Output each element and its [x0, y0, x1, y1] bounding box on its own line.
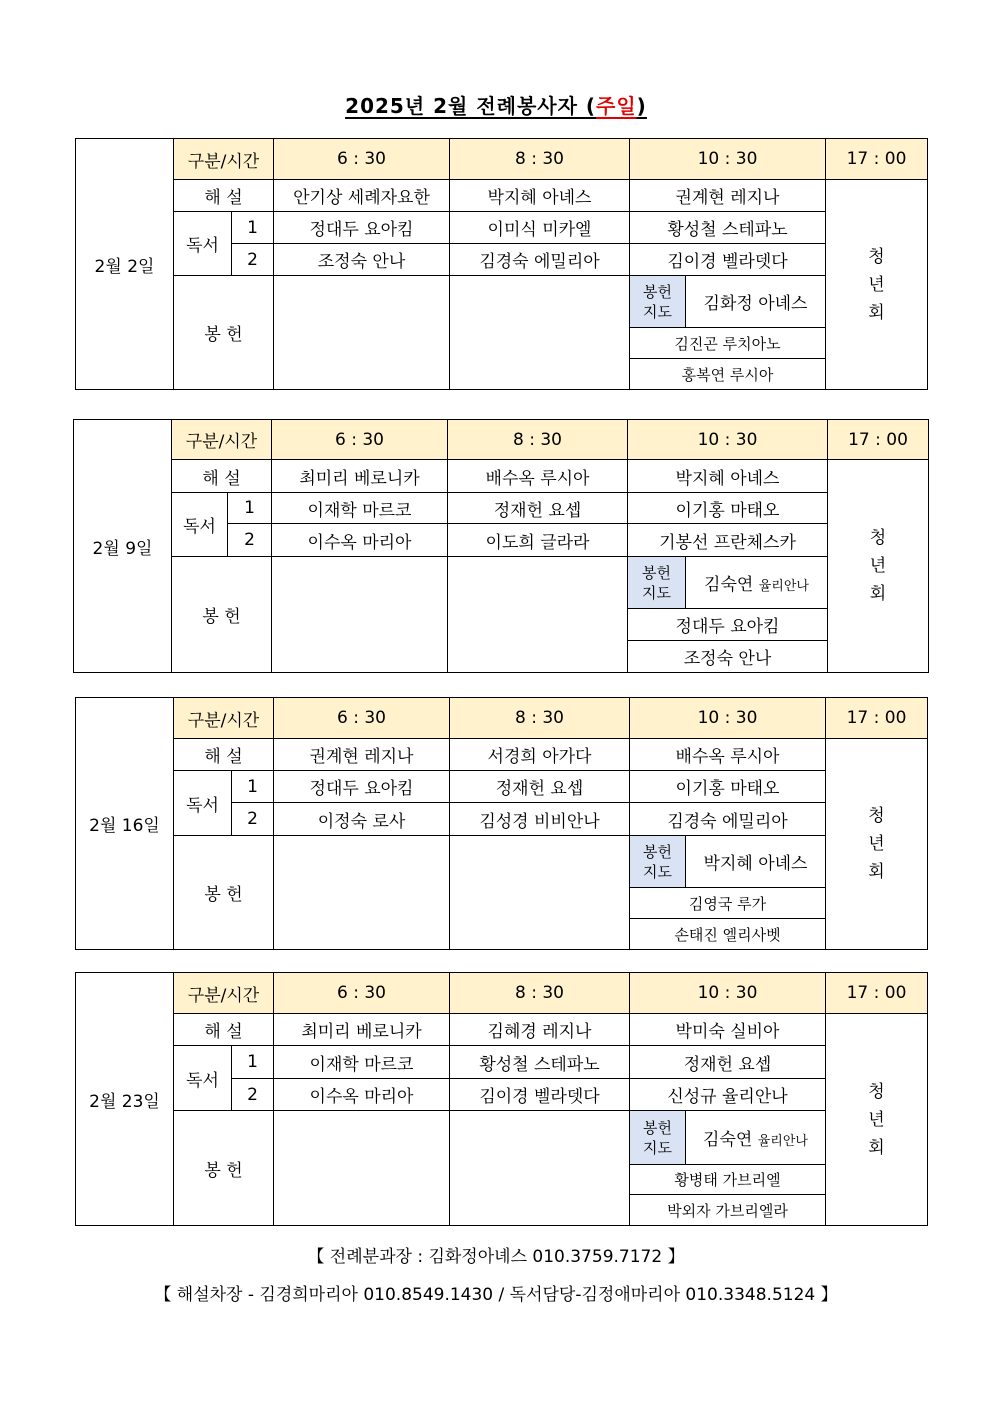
time-header: 6 : 30: [274, 973, 450, 1014]
reading-cell: 정재헌 요셉: [448, 493, 628, 524]
commentary-cell: 박지혜 아녜스: [450, 180, 630, 212]
offering-empty-cell: [272, 557, 448, 673]
commentary-cell: 서경희 아가다: [450, 739, 630, 771]
time-header: 8 : 30: [450, 973, 630, 1014]
commentary-cell: 박지혜 아녜스: [628, 460, 828, 493]
offering-cell: 홍복연 루시아: [630, 359, 826, 390]
reading-label: 독서: [174, 771, 232, 836]
commentary-label: 해 설: [174, 739, 274, 771]
category-time-header: 구분/시간: [174, 973, 274, 1014]
time-header: 17 : 00: [826, 139, 928, 180]
reading-number: 1: [228, 493, 272, 524]
reading-cell: 신성규 율리안나: [630, 1079, 826, 1111]
youth-group-cell: 청 년 회: [826, 1014, 928, 1226]
schedule-table-week1: [75, 138, 928, 390]
time-header: 10 : 30: [630, 698, 826, 739]
reading-cell: 정재헌 요셉: [630, 1046, 826, 1079]
offering-empty-cell: [274, 836, 450, 950]
reading-number: 2: [232, 1079, 274, 1111]
time-header: 6 : 30: [274, 139, 450, 180]
time-header: 6 : 30: [274, 698, 450, 739]
reading-cell: 이재학 마르코: [274, 1046, 450, 1079]
schedule-table-week2: [73, 419, 929, 673]
reading-number: 1: [232, 212, 274, 244]
youth-group-cell: 청 년 회: [828, 460, 929, 673]
reading-cell: 황성철 스테파노: [450, 1046, 630, 1079]
time-header: 8 : 30: [450, 698, 630, 739]
reading-label: 독서: [174, 212, 232, 276]
offering-label: 봉 헌: [172, 557, 272, 673]
reading-cell: 이미식 미카엘: [450, 212, 630, 244]
time-header: 10 : 30: [628, 420, 828, 460]
youth-group-cell: 청 년 회: [826, 180, 928, 390]
commentary-cell: 박미숙 실비아: [630, 1014, 826, 1046]
offering-cell: 김진곤 루치아노: [630, 328, 826, 359]
reading-cell: 이정숙 로사: [274, 803, 450, 836]
commentary-cell: 배수옥 루시아: [630, 739, 826, 771]
reading-cell: 이수옥 마리아: [272, 524, 448, 557]
offering-empty-cell: [448, 557, 628, 673]
time-header: 8 : 30: [450, 139, 630, 180]
offering-guide-label: 봉헌 지도: [628, 557, 686, 609]
commentary-label: 해 설: [172, 460, 272, 493]
reading-cell: 정재헌 요셉: [450, 771, 630, 803]
youth-group-cell: 청 년 회: [826, 739, 928, 950]
reading-cell: 김이경 벨라뎃다: [630, 244, 826, 276]
reading-cell: 기봉선 프란체스카: [628, 524, 828, 557]
reading-cell: 김이경 벨라뎃다: [450, 1079, 630, 1111]
offering-cell: 박외자 가브리엘라: [630, 1195, 826, 1226]
offering-label: 봉 헌: [174, 1111, 274, 1226]
commentary-cell: 안기상 세례자요한: [274, 180, 450, 212]
commentary-cell: 최미리 베로니카: [274, 1014, 450, 1046]
time-header: 17 : 00: [828, 420, 929, 460]
reading-cell: 정대두 요아킴: [274, 212, 450, 244]
footer-contacts: 【 해설차장 - 김경희마리아 010.8549.1430 / 독서담당-김정애마리아 010.3348.5124 】: [154, 1285, 838, 1305]
offering-cell: 황병태 가브리엘: [630, 1165, 826, 1195]
time-header: 10 : 30: [630, 973, 826, 1014]
date-cell: 2월 2일: [76, 139, 174, 390]
time-header: 17 : 00: [826, 973, 928, 1014]
offering-guide-name: 박지혜 아녜스: [686, 836, 826, 888]
commentary-label: 해 설: [174, 180, 274, 212]
category-time-header: 구분/시간: [172, 420, 272, 460]
reading-number: 2: [228, 524, 272, 557]
reading-cell: 이수옥 마리아: [274, 1079, 450, 1111]
offering-guide-label: 봉헌 지도: [630, 836, 686, 888]
reading-number: 1: [232, 771, 274, 803]
offering-empty-cell: [450, 836, 630, 950]
time-header: 8 : 30: [448, 420, 628, 460]
reading-cell: 이재학 마르코: [272, 493, 448, 524]
reading-cell: 김경숙 에밀리아: [630, 803, 826, 836]
offering-cell: 김영국 루가: [630, 888, 826, 919]
commentary-cell: 최미리 베로니카: [272, 460, 448, 493]
reading-cell: 김성경 비비안나: [450, 803, 630, 836]
offering-guide-name: 김숙연 율리안나: [686, 1111, 826, 1165]
offering-guide-name: 김화정 아녜스: [686, 276, 826, 328]
offering-cell: 조정숙 안나: [628, 641, 828, 673]
offering-label: 봉 헌: [174, 276, 274, 390]
commentary-cell: 권계현 레지나: [274, 739, 450, 771]
schedule-table-week3: [75, 697, 928, 950]
date-cell: 2월 16일: [76, 698, 174, 950]
reading-label: 독서: [174, 1046, 232, 1111]
commentary-cell: 권계현 레지나: [630, 180, 826, 212]
offering-empty-cell: [450, 276, 630, 390]
time-header: 6 : 30: [272, 420, 448, 460]
reading-cell: 정대두 요아킴: [274, 771, 450, 803]
time-header: 17 : 00: [826, 698, 928, 739]
reading-cell: 김경숙 에밀리아: [450, 244, 630, 276]
date-cell: 2월 9일: [74, 420, 172, 673]
footer-chair-contact: 【 전례분과장 : 김화정아녜스 010.3759.7172 】: [307, 1247, 685, 1267]
reading-cell: 이기홍 마태오: [628, 493, 828, 524]
reading-cell: 조정숙 안나: [274, 244, 450, 276]
schedule-table-week4: [75, 972, 928, 1226]
offering-cell: 정대두 요아킴: [628, 609, 828, 641]
offering-empty-cell: [450, 1111, 630, 1226]
offering-empty-cell: [274, 276, 450, 390]
commentary-label: 해 설: [174, 1014, 274, 1046]
commentary-cell: 배수옥 루시아: [448, 460, 628, 493]
commentary-cell: 김혜경 레지나: [450, 1014, 630, 1046]
offering-guide-label: 봉헌 지도: [630, 276, 686, 328]
reading-cell: 이도희 글라라: [448, 524, 628, 557]
category-time-header: 구분/시간: [174, 698, 274, 739]
reading-number: 1: [232, 1046, 274, 1079]
reading-number: 2: [232, 803, 274, 836]
reading-label: 독서: [172, 493, 228, 557]
time-header: 10 : 30: [630, 139, 826, 180]
reading-cell: 황성철 스테파노: [630, 212, 826, 244]
reading-number: 2: [232, 244, 274, 276]
offering-cell: 손태진 엘리사벳: [630, 919, 826, 950]
date-cell: 2월 23일: [76, 973, 174, 1226]
offering-empty-cell: [274, 1111, 450, 1226]
offering-guide-label: 봉헌 지도: [630, 1111, 686, 1165]
page-title: 2025년 2월 전례봉사자 (주일): [345, 94, 647, 118]
category-time-header: 구분/시간: [174, 139, 274, 180]
reading-cell: 이기홍 마태오: [630, 771, 826, 803]
offering-label: 봉 헌: [174, 836, 274, 950]
offering-guide-name: 김숙연 율리안나: [686, 557, 828, 609]
